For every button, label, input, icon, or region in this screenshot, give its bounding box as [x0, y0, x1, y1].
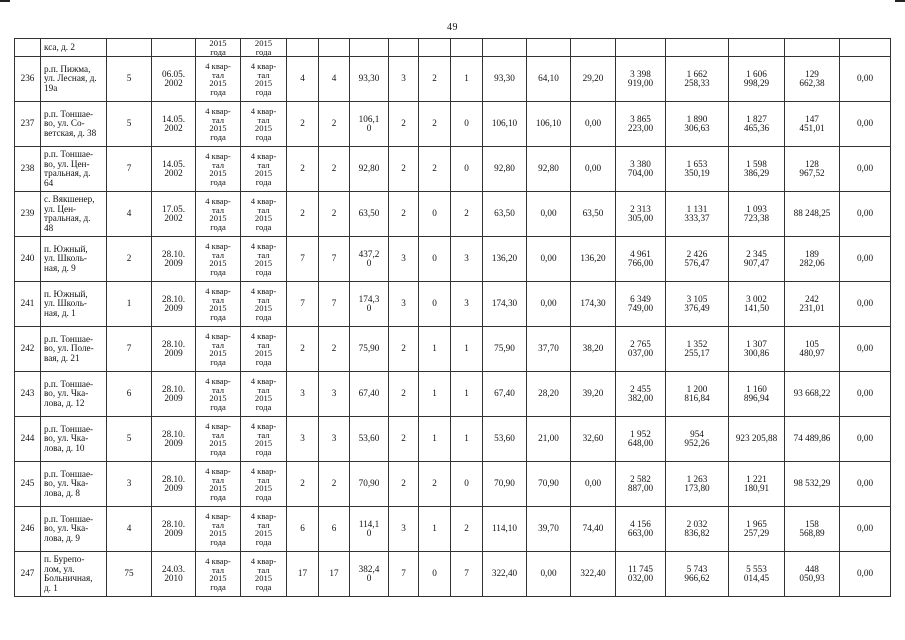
cell-emergency-date: 28.10. 2009 — [152, 507, 196, 552]
cell-local-share: 128 967,52 — [785, 147, 840, 192]
cell-persons-to-relocate: 2 — [319, 462, 350, 507]
cell-planned-demolition: 4 квар- тал 2015 года — [241, 57, 287, 102]
cell-planned-relocation: 4 квар- тал 2015 года — [196, 417, 241, 462]
table-row — [15, 237, 891, 282]
ledger-body — [15, 39, 891, 597]
cell-planned-relocation: 4 квар- тал 2015 года — [196, 237, 241, 282]
cell-area-owned: 70,90 — [527, 462, 571, 507]
cell-area-owned: 21,00 — [527, 417, 571, 462]
cell-planned-demolition: 4 квар- тал 2015 года — [241, 372, 287, 417]
cell-area-total: 106,10 — [483, 102, 527, 147]
cell-planned-relocation: 4 квар- тал 2015 года — [196, 552, 241, 597]
cell-flats-total: 2 — [389, 102, 419, 147]
cell-row-number: 240 — [15, 237, 41, 282]
cell-persons-relocated: 2 — [287, 192, 319, 237]
cell-local-share: 242 231,01 — [785, 282, 840, 327]
cell-flats-owned: 1 — [419, 327, 451, 372]
cell-flats-owned: 1 — [419, 417, 451, 462]
cell-fund-share: 1 131 333,37 — [666, 192, 729, 237]
cell-total-area: 106,1 0 — [350, 102, 389, 147]
cell-area-owned: 0,00 — [527, 192, 571, 237]
cell-address: р.п. Тоншае- во, ул. Чка- лова, д. 9 — [41, 507, 107, 552]
cell-regional-share: 1 221 180,91 — [729, 462, 785, 507]
cell-area-municipal — [571, 39, 616, 57]
cell-row-number: 247 — [15, 552, 41, 597]
cell-flats-total: 2 — [389, 372, 419, 417]
cell-flats-total: 2 — [389, 327, 419, 372]
table-row — [15, 327, 891, 372]
cell-area-municipal: 0,00 — [571, 147, 616, 192]
cell-row-number: 238 — [15, 147, 41, 192]
cell-area-total: 53,60 — [483, 417, 527, 462]
cell-area-total: 322,40 — [483, 552, 527, 597]
table-row — [15, 57, 891, 102]
cell-emergency-date: 28.10. 2009 — [152, 237, 196, 282]
cell-emergency-date: 28.10. 2009 — [152, 417, 196, 462]
cell-extra-funds: 0,00 — [840, 417, 891, 462]
cell-persons-relocated: 3 — [287, 372, 319, 417]
cell-planned-relocation: 4 квар- тал 2015 года — [196, 57, 241, 102]
cell-area-owned: 106,10 — [527, 102, 571, 147]
cell-fund-share: 1 662 258,33 — [666, 57, 729, 102]
cell-address: р.п. Тоншае- во, ул. Поле- вая, д. 21 — [41, 327, 107, 372]
cell-persons-to-relocate: 2 — [319, 327, 350, 372]
table-row — [15, 192, 891, 237]
cell-emergency-date: 06.05. 2002 — [152, 57, 196, 102]
cell-row-number: 245 — [15, 462, 41, 507]
cell-local-share — [785, 39, 840, 57]
cell-address: р.п. Тоншае- во, ул. Чка- лова, д. 8 — [41, 462, 107, 507]
cell-area-owned: 92,80 — [527, 147, 571, 192]
cell-flats-municipal: 2 — [451, 507, 483, 552]
cell-local-share: 74 489,86 — [785, 417, 840, 462]
cell-area-owned: 0,00 — [527, 552, 571, 597]
cell-persons-to-relocate: 17 — [319, 552, 350, 597]
cell-local-share: 129 662,38 — [785, 57, 840, 102]
cell-flats-municipal: 0 — [451, 462, 483, 507]
cell-regional-share: 1 160 896,94 — [729, 372, 785, 417]
cell-area-owned: 28,20 — [527, 372, 571, 417]
cell-regional-share: 2 345 907,47 — [729, 237, 785, 282]
cell-persons-to-relocate: 7 — [319, 237, 350, 282]
cell-total-area: 75,90 — [350, 327, 389, 372]
cell-planned-relocation: 4 квар- тал 2015 года — [196, 102, 241, 147]
scan-edge-mark-right — [895, 0, 905, 2]
cell-local-share: 147 451,01 — [785, 102, 840, 147]
table-row — [15, 507, 891, 552]
cell-emergency-date: 24.03. 2010 — [152, 552, 196, 597]
cell-row-number: 243 — [15, 372, 41, 417]
cell-row-number: 239 — [15, 192, 41, 237]
cell-flats-owned: 2 — [419, 147, 451, 192]
cell-residents-count: 7 — [107, 327, 152, 372]
cell-flats-municipal: 1 — [451, 57, 483, 102]
cell-residents-count: 75 — [107, 552, 152, 597]
cell-flats-total: 3 — [389, 237, 419, 282]
cell-fund-share: 954 952,26 — [666, 417, 729, 462]
cell-extra-funds: 0,00 — [840, 192, 891, 237]
cell-cost-total: 4 156 663,00 — [616, 507, 666, 552]
table-row — [15, 552, 891, 597]
cell-cost-total: 3 865 223,00 — [616, 102, 666, 147]
cell-persons-to-relocate: 7 — [319, 282, 350, 327]
cell-regional-share: 1 598 386,29 — [729, 147, 785, 192]
cell-extra-funds: 0,00 — [840, 147, 891, 192]
cell-flats-owned — [419, 39, 451, 57]
cell-area-municipal: 29,20 — [571, 57, 616, 102]
cell-cost-total — [616, 39, 666, 57]
cell-emergency-date: 28.10. 2009 — [152, 372, 196, 417]
cell-planned-relocation: 4 квар- тал 2015 года — [196, 372, 241, 417]
cell-persons-to-relocate: 3 — [319, 417, 350, 462]
cell-cost-total: 2 455 382,00 — [616, 372, 666, 417]
cell-flats-owned: 2 — [419, 102, 451, 147]
cell-persons-relocated: 6 — [287, 507, 319, 552]
cell-planned-relocation: 4 квар- тал 2015 года — [196, 462, 241, 507]
cell-regional-share: 923 205,88 — [729, 417, 785, 462]
cell-flats-total — [389, 39, 419, 57]
cell-regional-share: 5 553 014,45 — [729, 552, 785, 597]
cell-area-owned — [527, 39, 571, 57]
cell-total-area: 437,2 0 — [350, 237, 389, 282]
cell-area-owned: 0,00 — [527, 237, 571, 282]
cell-local-share: 448 050,93 — [785, 552, 840, 597]
cell-persons-relocated — [287, 39, 319, 57]
cell-flats-total: 2 — [389, 417, 419, 462]
cell-total-area: 114,1 0 — [350, 507, 389, 552]
cell-extra-funds: 0,00 — [840, 372, 891, 417]
cell-fund-share: 2 032 836,82 — [666, 507, 729, 552]
cell-fund-share: 1 653 350,19 — [666, 147, 729, 192]
cell-row-number: 237 — [15, 102, 41, 147]
cell-planned-demolition: 4 квар- тал 2015 года — [241, 327, 287, 372]
cell-address: кса, д. 2 — [41, 39, 107, 57]
cell-total-area: 93,30 — [350, 57, 389, 102]
cell-flats-municipal: 1 — [451, 417, 483, 462]
cell-area-municipal: 32,60 — [571, 417, 616, 462]
cell-address: р.п. Тоншае- во, ул. Со- ветская, д. 38 — [41, 102, 107, 147]
cell-regional-share: 1 827 465,36 — [729, 102, 785, 147]
cell-extra-funds: 0,00 — [840, 57, 891, 102]
cell-cost-total: 1 952 648,00 — [616, 417, 666, 462]
cell-extra-funds: 0,00 — [840, 552, 891, 597]
cell-flats-municipal — [451, 39, 483, 57]
cell-residents-count: 1 — [107, 282, 152, 327]
cell-persons-to-relocate: 4 — [319, 57, 350, 102]
cell-planned-relocation: 4 квар- тал 2015 года — [196, 507, 241, 552]
cell-local-share: 189 282,06 — [785, 237, 840, 282]
cell-flats-municipal: 3 — [451, 282, 483, 327]
cell-area-municipal: 0,00 — [571, 462, 616, 507]
cell-fund-share: 1 200 816,84 — [666, 372, 729, 417]
cell-fund-share: 2 426 576,47 — [666, 237, 729, 282]
cell-flats-total: 2 — [389, 147, 419, 192]
cell-area-owned: 0,00 — [527, 282, 571, 327]
cell-area-total: 174,30 — [483, 282, 527, 327]
cell-area-total: 63,50 — [483, 192, 527, 237]
cell-planned-demolition: 4 квар- тал 2015 года — [241, 237, 287, 282]
cell-extra-funds: 0,00 — [840, 237, 891, 282]
cell-row-number: 236 — [15, 57, 41, 102]
cell-area-municipal: 39,20 — [571, 372, 616, 417]
cell-regional-share: 1 606 998,29 — [729, 57, 785, 102]
cell-residents-count: 7 — [107, 147, 152, 192]
cell-total-area: 92,80 — [350, 147, 389, 192]
cell-fund-share: 5 743 966,62 — [666, 552, 729, 597]
cell-cost-total: 3 380 704,00 — [616, 147, 666, 192]
cell-persons-to-relocate: 3 — [319, 372, 350, 417]
cell-persons-relocated: 7 — [287, 282, 319, 327]
cell-planned-relocation: 4 квар- тал 2015 года — [196, 327, 241, 372]
cell-extra-funds: 0,00 — [840, 282, 891, 327]
cell-persons-relocated: 3 — [287, 417, 319, 462]
cell-row-number — [15, 39, 41, 57]
cell-area-total: 75,90 — [483, 327, 527, 372]
cell-flats-total: 7 — [389, 552, 419, 597]
cell-extra-funds: 0,00 — [840, 507, 891, 552]
cell-flats-municipal: 1 — [451, 327, 483, 372]
cell-flats-total: 2 — [389, 192, 419, 237]
cell-planned-demolition: 4 квар- тал 2015 года — [241, 462, 287, 507]
cell-area-municipal: 74,40 — [571, 507, 616, 552]
cell-flats-total: 3 — [389, 282, 419, 327]
cell-flats-total: 3 — [389, 507, 419, 552]
cell-regional-share: 1 307 300,86 — [729, 327, 785, 372]
table-row — [15, 282, 891, 327]
housing-ledger-table — [14, 38, 891, 597]
cell-regional-share — [729, 39, 785, 57]
cell-flats-owned: 0 — [419, 282, 451, 327]
cell-flats-owned: 1 — [419, 372, 451, 417]
cell-residents-count: 2 — [107, 237, 152, 282]
cell-total-area: 53,60 — [350, 417, 389, 462]
cell-area-total: 67,40 — [483, 372, 527, 417]
cell-persons-to-relocate: 2 — [319, 102, 350, 147]
cell-residents-count: 3 — [107, 462, 152, 507]
cell-total-area: 382,4 0 — [350, 552, 389, 597]
cell-extra-funds: 0,00 — [840, 462, 891, 507]
cell-flats-municipal: 2 — [451, 192, 483, 237]
cell-planned-relocation: 4 квар- тал 2015 года — [196, 147, 241, 192]
cell-planned-demolition: 4 квар- тал 2015 года — [241, 102, 287, 147]
cell-planned-demolition: 4 квар- тал 2015 года — [241, 282, 287, 327]
cell-persons-to-relocate: 2 — [319, 192, 350, 237]
cell-flats-owned: 0 — [419, 552, 451, 597]
cell-planned-demolition: 4 квар- тал 2015 года — [241, 552, 287, 597]
cell-area-total: 92,80 — [483, 147, 527, 192]
cell-emergency-date — [152, 39, 196, 57]
cell-persons-relocated: 2 — [287, 102, 319, 147]
cell-fund-share — [666, 39, 729, 57]
cell-regional-share: 1 965 257,29 — [729, 507, 785, 552]
cell-area-owned: 37,70 — [527, 327, 571, 372]
cell-fund-share: 1 352 255,17 — [666, 327, 729, 372]
cell-residents-count: 4 — [107, 192, 152, 237]
cell-local-share: 93 668,22 — [785, 372, 840, 417]
cell-planned-relocation: 4 квар- тал 2015 года — [196, 192, 241, 237]
cell-emergency-date: 17.05. 2002 — [152, 192, 196, 237]
cell-extra-funds — [840, 39, 891, 57]
cell-flats-total: 2 — [389, 462, 419, 507]
cell-cost-total: 2 765 037,00 — [616, 327, 666, 372]
cell-area-municipal: 174,30 — [571, 282, 616, 327]
cell-extra-funds: 0,00 — [840, 102, 891, 147]
cell-fund-share: 3 105 376,49 — [666, 282, 729, 327]
cell-regional-share: 1 093 723,38 — [729, 192, 785, 237]
cell-address: п. Южный, ул. Школь- ная, д. 9 — [41, 237, 107, 282]
cell-local-share: 98 532,29 — [785, 462, 840, 507]
cell-planned-demolition: 4 квар- тал 2015 года — [241, 147, 287, 192]
cell-flats-municipal: 0 — [451, 147, 483, 192]
cell-emergency-date: 28.10. 2009 — [152, 327, 196, 372]
cell-address: р.п. Тоншае- во, ул. Цен- тральная, д. 64 — [41, 147, 107, 192]
cell-persons-to-relocate: 2 — [319, 147, 350, 192]
cell-cost-total: 2 582 887,00 — [616, 462, 666, 507]
cell-area-municipal: 0,00 — [571, 102, 616, 147]
cell-address: р.п. Пижма, ул. Лесная, д. 19а — [41, 57, 107, 102]
cell-flats-owned: 0 — [419, 192, 451, 237]
cell-row-number: 242 — [15, 327, 41, 372]
cell-cost-total: 3 398 919,00 — [616, 57, 666, 102]
cell-area-owned: 64,10 — [527, 57, 571, 102]
cell-fund-share: 1 263 173,80 — [666, 462, 729, 507]
cell-persons-relocated: 2 — [287, 147, 319, 192]
cell-row-number: 241 — [15, 282, 41, 327]
cell-persons-to-relocate: 6 — [319, 507, 350, 552]
cell-residents-count — [107, 39, 152, 57]
cell-flats-owned: 0 — [419, 237, 451, 282]
cell-address: п. Бурепо- лом, ул. Больничная, д. 1 — [41, 552, 107, 597]
cell-cost-total: 2 313 305,00 — [616, 192, 666, 237]
cell-cost-total: 6 349 749,00 — [616, 282, 666, 327]
cell-residents-count: 5 — [107, 102, 152, 147]
cell-flats-municipal: 3 — [451, 237, 483, 282]
cell-planned-relocation: 4 квар- тал 2015 года — [196, 282, 241, 327]
cell-persons-to-relocate — [319, 39, 350, 57]
table-row — [15, 147, 891, 192]
cell-planned-demolition: 4 квар- тал 2015 года — [241, 192, 287, 237]
cell-cost-total: 4 961 766,00 — [616, 237, 666, 282]
cell-area-total: 114,10 — [483, 507, 527, 552]
cell-cost-total: 11 745 032,00 — [616, 552, 666, 597]
cell-total-area: 174,3 0 — [350, 282, 389, 327]
cell-flats-owned: 1 — [419, 507, 451, 552]
cell-emergency-date: 14.05. 2002 — [152, 102, 196, 147]
page-number: 49 — [447, 22, 458, 33]
cell-area-municipal: 38,20 — [571, 327, 616, 372]
cell-area-total: 70,90 — [483, 462, 527, 507]
cell-persons-relocated: 2 — [287, 462, 319, 507]
cell-flats-total: 3 — [389, 57, 419, 102]
cell-flats-owned: 2 — [419, 57, 451, 102]
cell-residents-count: 5 — [107, 417, 152, 462]
cell-total-area: 63,50 — [350, 192, 389, 237]
cell-total-area: 67,40 — [350, 372, 389, 417]
cell-residents-count: 4 — [107, 507, 152, 552]
cell-address: р.п. Тоншае- во, ул. Чка- лова, д. 10 — [41, 417, 107, 462]
cell-flats-municipal: 1 — [451, 372, 483, 417]
cell-persons-relocated: 17 — [287, 552, 319, 597]
cell-flats-municipal: 7 — [451, 552, 483, 597]
cell-planned-demolition: 2015 года — [241, 39, 287, 57]
cell-address: п. Южный, ул. Школь- ная, д. 1 — [41, 282, 107, 327]
cell-local-share: 88 248,25 — [785, 192, 840, 237]
cell-fund-share: 1 890 306,63 — [666, 102, 729, 147]
table-row — [15, 372, 891, 417]
table-row — [15, 102, 891, 147]
table-row-continuation — [15, 39, 891, 57]
cell-persons-relocated: 4 — [287, 57, 319, 102]
cell-total-area: 70,90 — [350, 462, 389, 507]
cell-planned-relocation: 2015 года — [196, 39, 241, 57]
cell-area-total — [483, 39, 527, 57]
cell-residents-count: 5 — [107, 57, 152, 102]
cell-flats-municipal: 0 — [451, 102, 483, 147]
cell-address: с. Вякшенер, ул. Цен- тральная, д. 48 — [41, 192, 107, 237]
cell-area-municipal: 63,50 — [571, 192, 616, 237]
cell-area-owned: 39,70 — [527, 507, 571, 552]
table-row — [15, 462, 891, 507]
cell-persons-relocated: 7 — [287, 237, 319, 282]
cell-total-area — [350, 39, 389, 57]
cell-row-number: 244 — [15, 417, 41, 462]
cell-flats-owned: 2 — [419, 462, 451, 507]
cell-emergency-date: 28.10. 2009 — [152, 282, 196, 327]
cell-planned-demolition: 4 квар- тал 2015 года — [241, 417, 287, 462]
cell-area-total: 136,20 — [483, 237, 527, 282]
table-row — [15, 417, 891, 462]
cell-persons-relocated: 2 — [287, 327, 319, 372]
cell-emergency-date: 28.10. 2009 — [152, 462, 196, 507]
cell-emergency-date: 14.05. 2002 — [152, 147, 196, 192]
scan-edge-mark-left — [0, 0, 10, 2]
cell-area-municipal: 136,20 — [571, 237, 616, 282]
cell-planned-demolition: 4 квар- тал 2015 года — [241, 507, 287, 552]
cell-area-total: 93,30 — [483, 57, 527, 102]
cell-address: р.п. Тоншае- во, ул. Чка- лова, д. 12 — [41, 372, 107, 417]
cell-local-share: 158 568,89 — [785, 507, 840, 552]
cell-regional-share: 3 002 141,50 — [729, 282, 785, 327]
cell-extra-funds: 0,00 — [840, 327, 891, 372]
cell-local-share: 105 480,97 — [785, 327, 840, 372]
cell-row-number: 246 — [15, 507, 41, 552]
cell-area-municipal: 322,40 — [571, 552, 616, 597]
cell-residents-count: 6 — [107, 372, 152, 417]
